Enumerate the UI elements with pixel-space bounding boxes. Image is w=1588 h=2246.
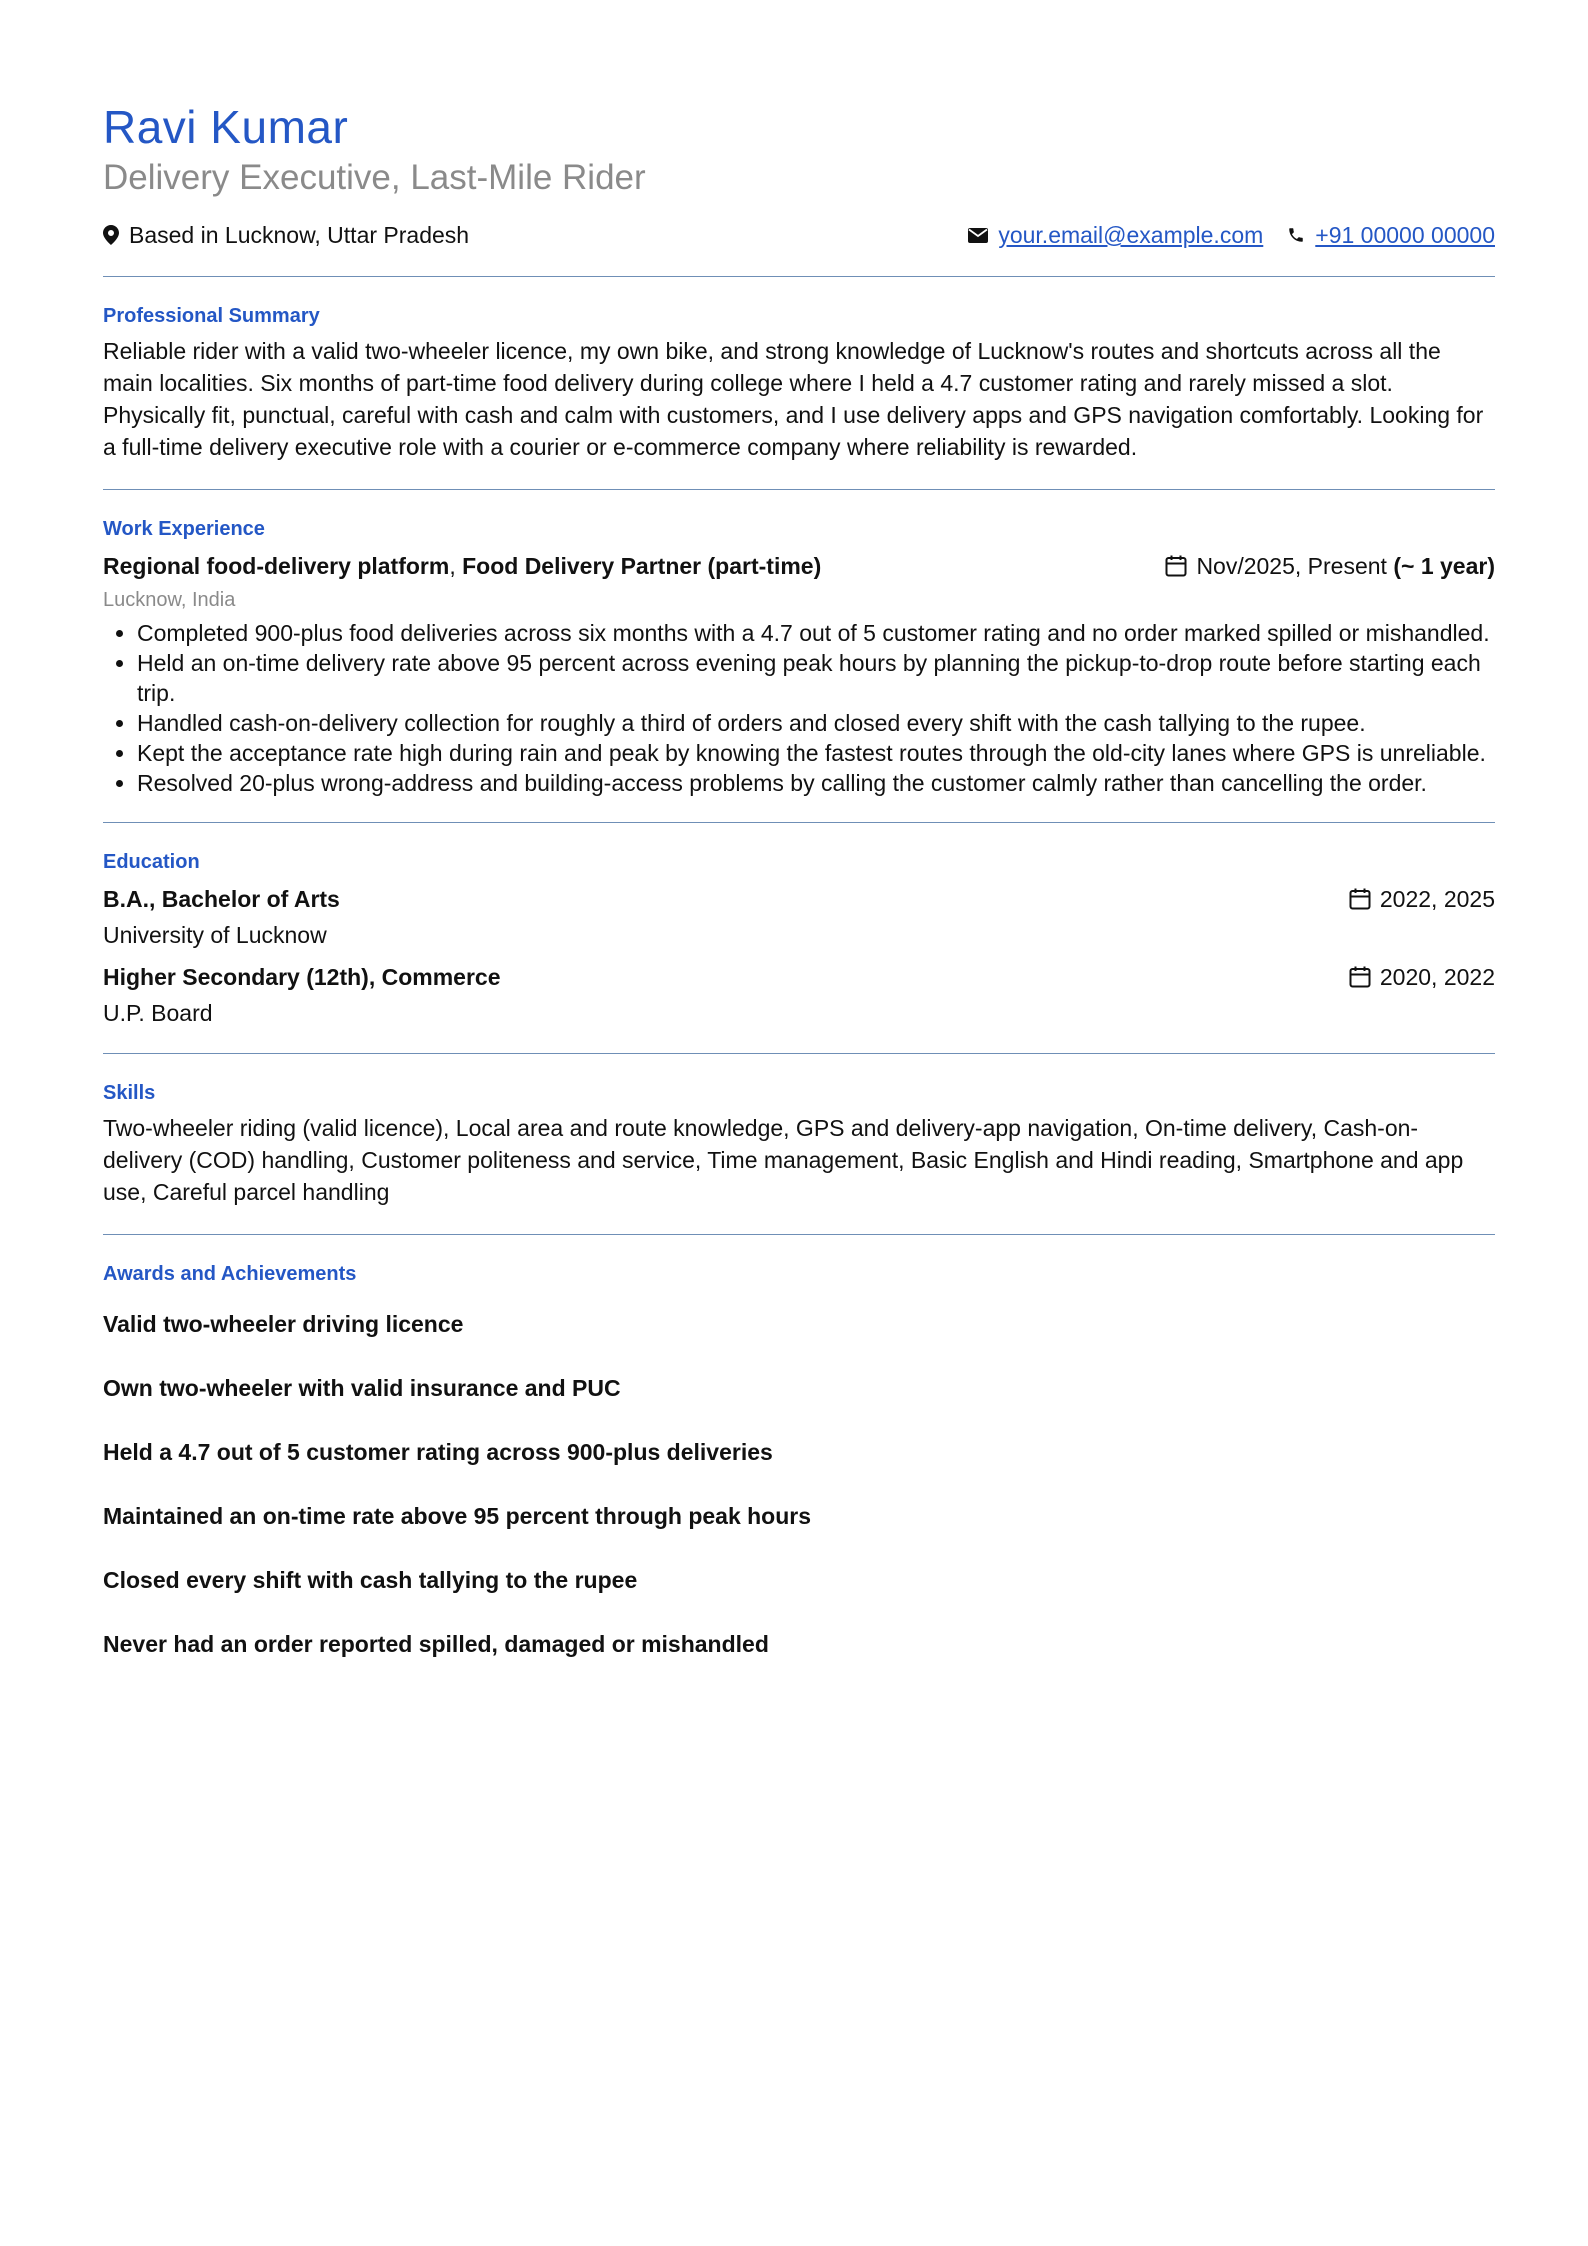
job-dates: Nov/2025, Present [1196,552,1387,579]
envelope-icon [968,228,988,243]
calendar-icon [1348,965,1372,989]
calendar-icon [1348,887,1372,911]
award-item: Maintained an on-time rate above 95 percent through peak hours [103,1503,812,1529]
awards-list [103,1309,1495,1659]
job-date [1164,553,1495,580]
candidate-name: Ravi Kumar [103,101,349,153]
skills-text: Two-wheeler riding (valid licence), Local area and route knowledge, GPS and delivery-app navigation, On-time delivery, Cash-on-delivery (COD) handling, Customer politeness and service, Time management, Basic English and Hindi reading, Smartphone and app use, Careful parcel handling [103,1115,1464,1205]
resume-page [103,98,1495,1693]
award-item: Never had an order reported spilled, damaged or mishandled [103,1631,769,1657]
job-bullet: • Held an on-time delivery rate above 95 percent across evening peak hours by planning the pickup-to-drop route before starting each trip. [137,648,1495,708]
award-item: Held a 4.7 out of 5 customer rating across 900-plus deliveries [103,1439,773,1465]
job-bullet: • Resolved 20-plus wrong-address and building-access problems by calling the customer calmly rather than cancelling the order. [137,768,1495,798]
job-header [103,550,1495,582]
education-degree: B.A., Bachelor of Arts [103,886,340,912]
education-date [1348,964,1495,991]
award-item: Closed every shift with cash tallying to the rupee [103,1567,638,1593]
award-item: Own two-wheeler with valid insurance and PUC [103,1375,621,1401]
job-duration: (~ 1 year) [1393,552,1495,579]
summary-text: Reliable rider with a valid two-wheeler licence, my own bike, and strong knowledge of Lucknow's routes and shortcuts across all the main localities. Six months of part-time food delivery during college where I held a 4.7 customer rating and rarely missed a slot. Physically fit, punctual, careful with cash and calm with customers, and I use delivery apps and GPS navigation comfortably. Looking for a full-time delivery executive role with a courier or e-commerce company where reliability is rewarded. [103,338,1484,460]
education-entry [103,961,1495,1029]
calendar-icon [1164,554,1188,578]
experience-title: Work Experience [103,518,265,540]
job-bullet: • Completed 900-plus food deliveries across six months with a 4.7 out of 5 customer rating and no order marked spilled or mishandled. [137,618,1495,648]
job-role: Food Delivery Partner (part-time) [462,553,822,579]
awards-section [103,1235,1495,1659]
education-dates: 2020, 2022 [1379,963,1495,990]
email-item [968,220,1263,250]
contact-links [944,220,1495,250]
education-title: Education [103,851,200,873]
contact-row [103,220,1495,250]
job-heading [103,550,821,582]
job-bullets [103,618,1495,798]
summary-title: Professional Summary [103,305,320,327]
education-header [103,961,1495,993]
experience-section [103,490,1495,798]
education-header [103,883,1495,915]
education-school: U.P. Board [103,1000,213,1026]
job-separator: , [449,553,456,579]
location-text: Based in Lucknow, Uttar Pradesh [129,222,470,248]
skills-section [103,1054,1495,1208]
award-item: Valid two-wheeler driving licence [103,1311,464,1337]
candidate-headline: Delivery Executive, Last-Mile Rider [103,158,646,197]
map-pin-icon [103,225,119,245]
job-location: Lucknow, India [103,589,236,611]
phone-link[interactable]: +91 00000 00000 [1315,222,1495,248]
education-date [1348,886,1495,913]
education-degree: Higher Secondary (12th), Commerce [103,964,501,990]
phone-icon [1287,226,1305,244]
job-bullet: • Handled cash-on-delivery collection for roughly a third of orders and closed every shift with the cash tallying to the rupee. [137,708,1495,738]
job-bullet: • Kept the acceptance rate high during rain and peak by knowing the fastest routes through the old-city lanes where GPS is unreliable. [137,738,1495,768]
awards-title: Awards and Achievements [103,1263,357,1285]
job-company: Regional food-delivery platform [103,553,450,579]
job-entry [103,550,1495,798]
education-school: University of Lucknow [103,922,327,948]
education-entry [103,883,1495,951]
skills-title: Skills [103,1082,156,1104]
resume-header [103,98,1495,250]
location-item [103,220,469,250]
education-dates: 2022, 2025 [1379,885,1495,912]
education-section [103,823,1495,1029]
email-link[interactable]: your.email@example.com [998,222,1264,248]
summary-section [103,277,1495,463]
phone-item [1287,220,1495,250]
